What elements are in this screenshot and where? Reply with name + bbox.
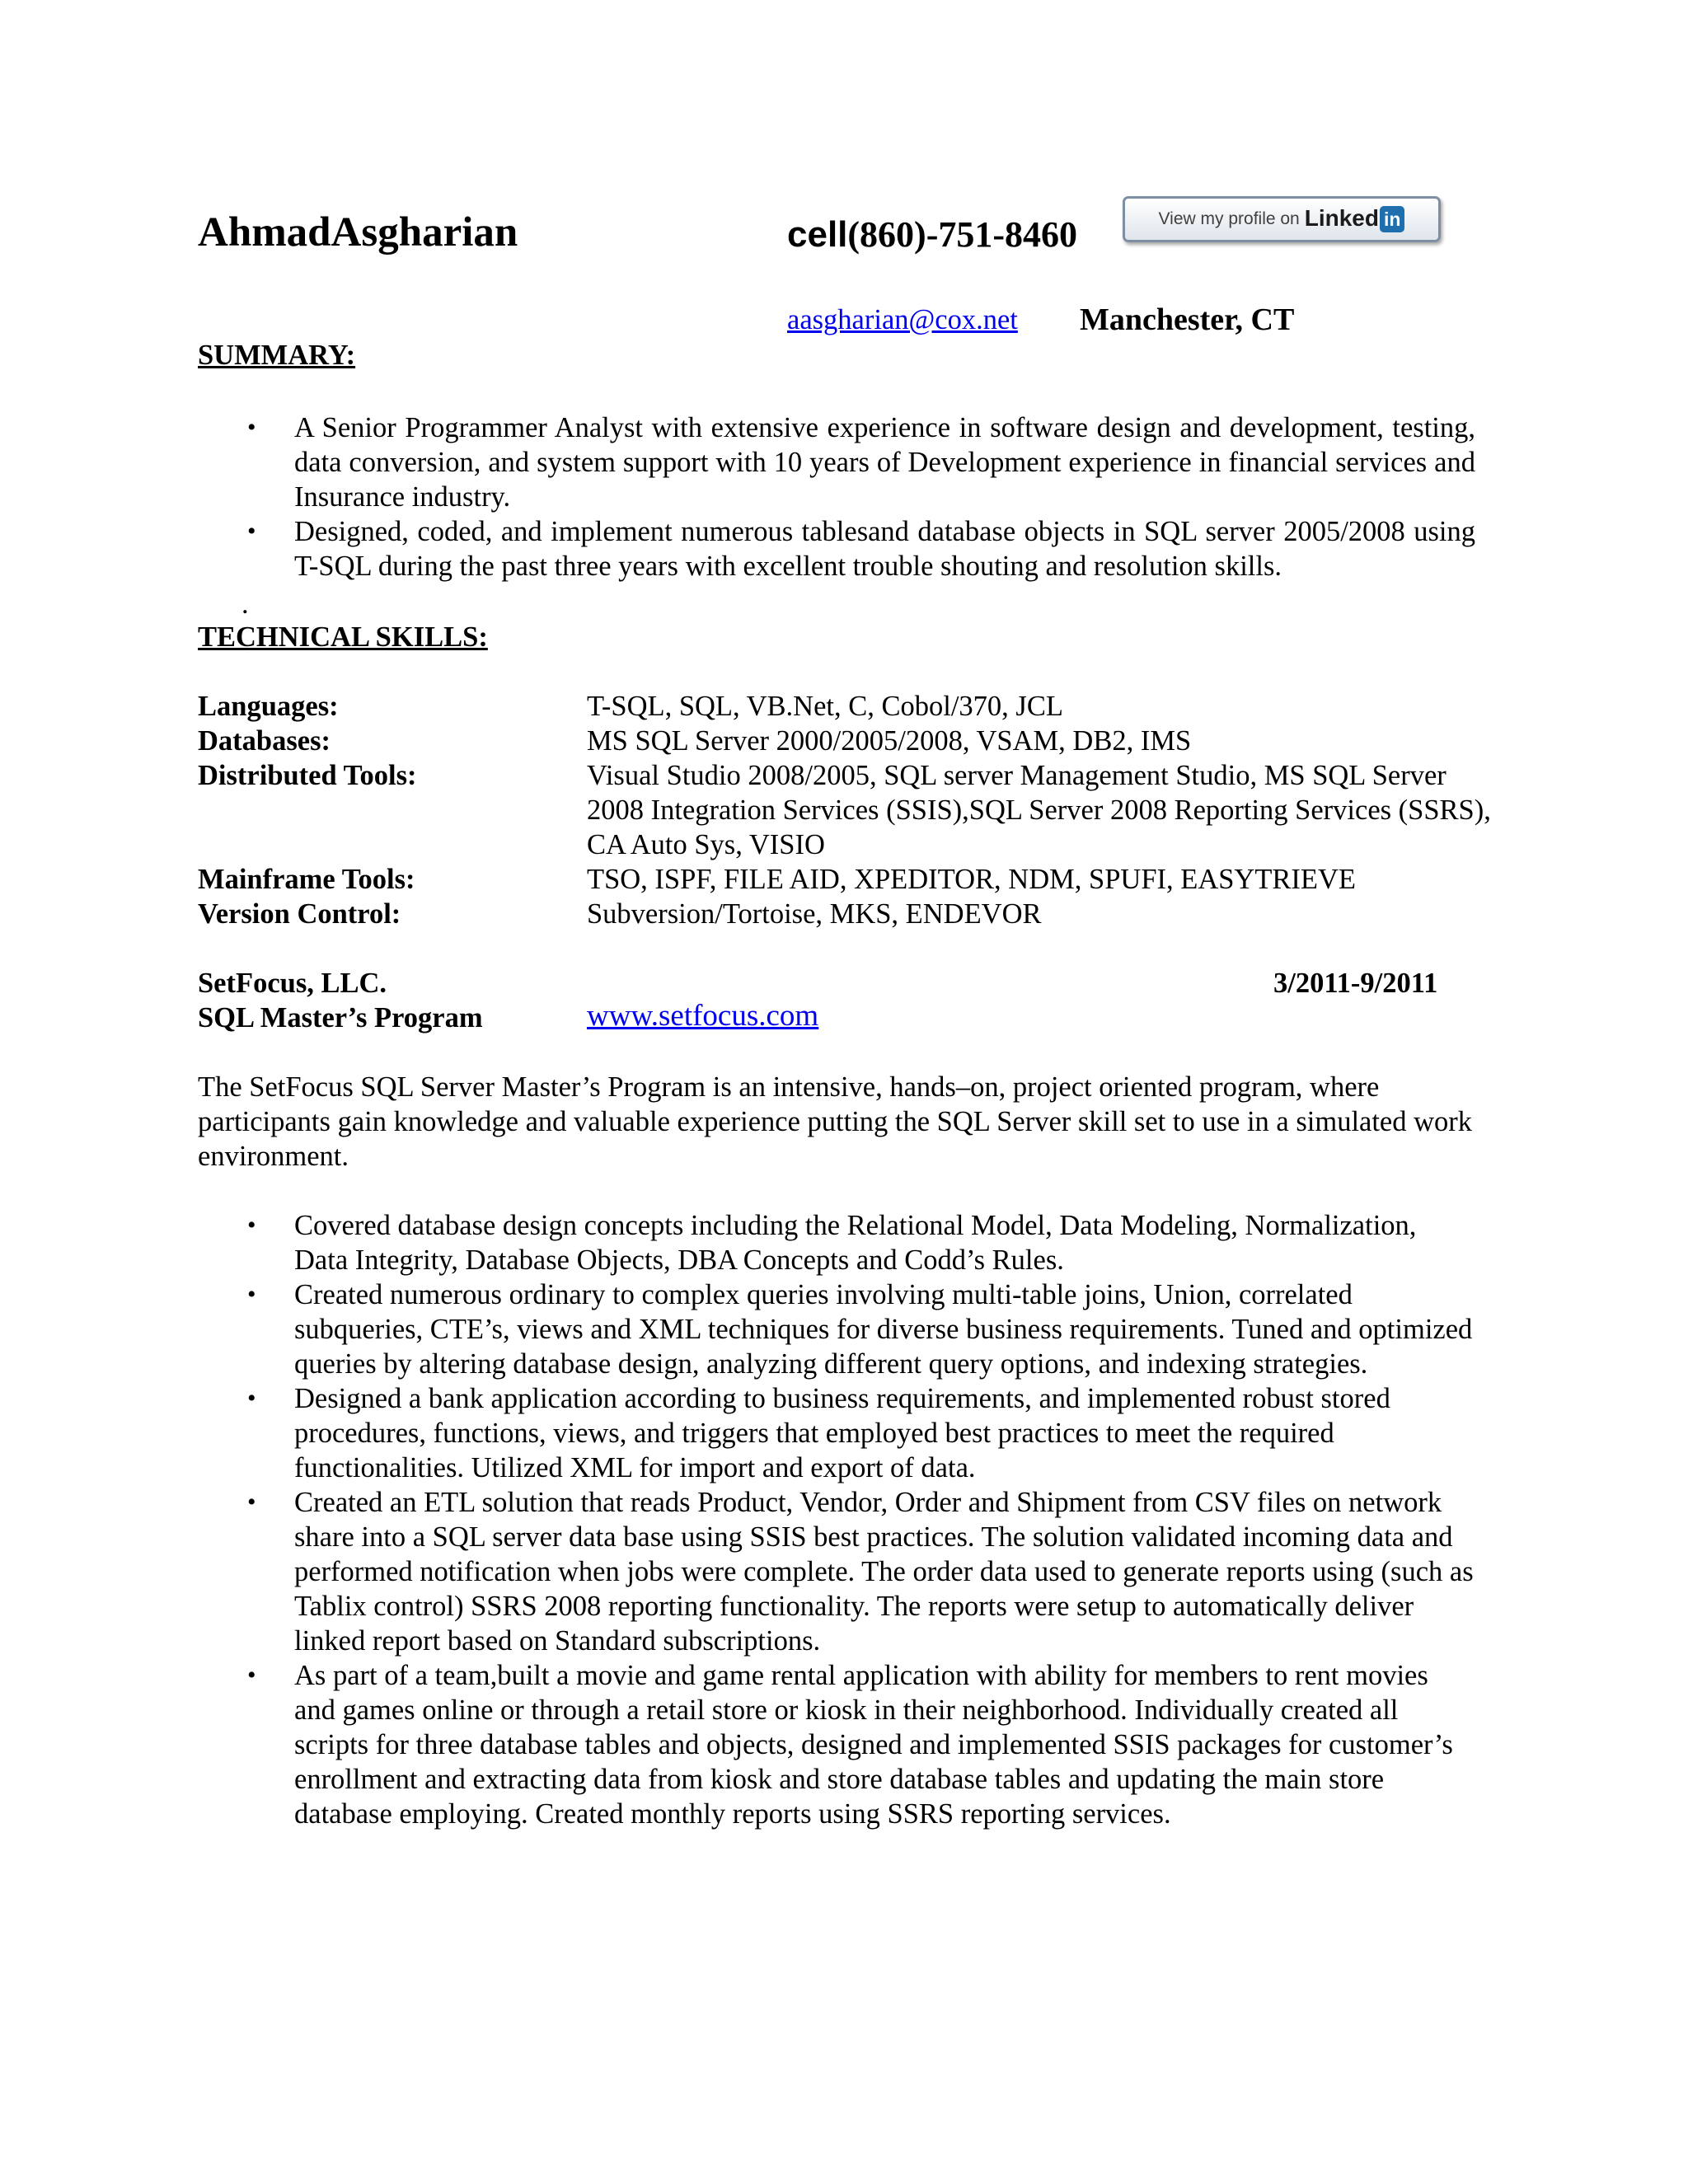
employment-dates: 3/2011-9/2011 (1273, 968, 1438, 999)
linkedin-in-badge: in (1380, 206, 1404, 232)
summary-bullet: • A Senior Programmer Analyst with extensive experience in software design and development, testing, data conversion, and system support with 10 years of Development experience in financial services and Insurance industry. (247, 410, 1475, 514)
location: Manchester, CT (1080, 302, 1295, 337)
technical-skills-heading: TECHNICAL SKILLS: (198, 621, 488, 653)
skill-value-version-control: Subversion/Tortoise, MKS, ENDEVOR (587, 898, 1042, 930)
experience-bullet: • As part of a team,built a movie and game rental application with ability for members to rent movies and games online or through a retail store or kiosk in their neighborhood. Individually created all scripts for three database tables and objects, designed and implemented SSIS packages for customer’s enrollment and extracting data from kiosk and store database tables and updating the main store database employing. Created monthly reports using SSRS reporting services. (247, 1658, 1475, 1831)
program-description: The SetFocus SQL Server Master’s Program is an intensive, hands–on, project oriented program, where participants gain knowledge and valuable experience putting the SQL Server skill set to use in a simulated work environment. (198, 1071, 1473, 1172)
phone-line (787, 213, 1077, 257)
experience-list (247, 1208, 1475, 1831)
skill-value-databases: MS SQL Server 2000/2005/2008, VSAM, DB2, IMS (587, 725, 1192, 757)
stray-mark: . (241, 588, 249, 620)
skill-value-mainframe-tools: TSO, ISPF, FILE AID, XPEDITOR, NDM, SPUFI, EASYTRIEVE (587, 864, 1356, 895)
skill-label-databases: Databases: (198, 725, 331, 757)
summary-heading: SUMMARY: (198, 340, 356, 371)
skill-label-version-control: Version Control: (198, 898, 401, 930)
summary-bullet: • Designed, coded, and implement numerous tablesand database objects in SQL server 2005/2008 using T-SQL during the past three years with excellent trouble shouting and resolution skills. (247, 514, 1475, 583)
linkedin-profile-button[interactable] (1123, 196, 1441, 242)
company-name: SetFocus, LLC. (198, 968, 387, 999)
linkedin-button-label: View my profile on (1158, 209, 1300, 228)
email-link[interactable]: aasgharian@cox.net (787, 304, 1018, 335)
candidate-name: AhmadAsgharian (198, 209, 518, 255)
phone-number: (860)-751-8460 (847, 214, 1077, 255)
linkedin-logo-text: Linked (1304, 205, 1379, 231)
skill-value-languages: T-SQL, SQL, VB.Net, C, Cobol/370, JCL (587, 691, 1063, 722)
experience-bullet: • Created an ETL solution that reads Product, Vendor, Order and Shipment from CSV files on network share into a SQL server data base using SSIS best practices. The solution validated incoming data and performed notification when jobs were complete. The order data used to generate reports using (such as Tablix control) SSRS 2008 reporting functionality. The reports were setup to automatically deliver linked report based on Standard subscriptions. (247, 1485, 1475, 1658)
program-name: SQL Master’s Program (198, 1002, 483, 1033)
experience-bullet: • Covered database design concepts including the Relational Model, Data Modeling, Normalization, Data Integrity, Database Objects, DBA Concepts and Codd’s Rules. (247, 1208, 1475, 1277)
linkedin-logo-icon (1305, 206, 1405, 232)
summary-list (247, 410, 1475, 583)
skill-value-distributed-tools: Visual Studio 2008/2005, SQL server Management Studio, MS SQL Server 2008 Integration Services (SSIS),SQL Server 2008 Reporting Services (SSRS), CA Auto Sys, VISIO (587, 760, 1491, 860)
website-link[interactable]: www.setfocus.com (587, 999, 819, 1033)
phone-prefix: cell (787, 214, 848, 255)
skill-label-languages: Languages: (198, 691, 339, 722)
skill-label-distributed-tools: Distributed Tools: (198, 760, 417, 791)
experience-bullet: • Designed a bank application according to business requirements, and implemented robust stored procedures, functions, views, and triggers that employed best practices to meet the required functionalities. Utilized XML for import and export of data. (247, 1381, 1475, 1485)
experience-bullet: • Created numerous ordinary to complex queries involving multi-table joins, Union, correlated subqueries, CTE’s, views and XML techniques for diverse business requirements. Tuned and optimized queries by altering database design, analyzing different query options, and indexing strategies. (247, 1277, 1475, 1381)
skill-label-mainframe-tools: Mainframe Tools: (198, 864, 415, 895)
